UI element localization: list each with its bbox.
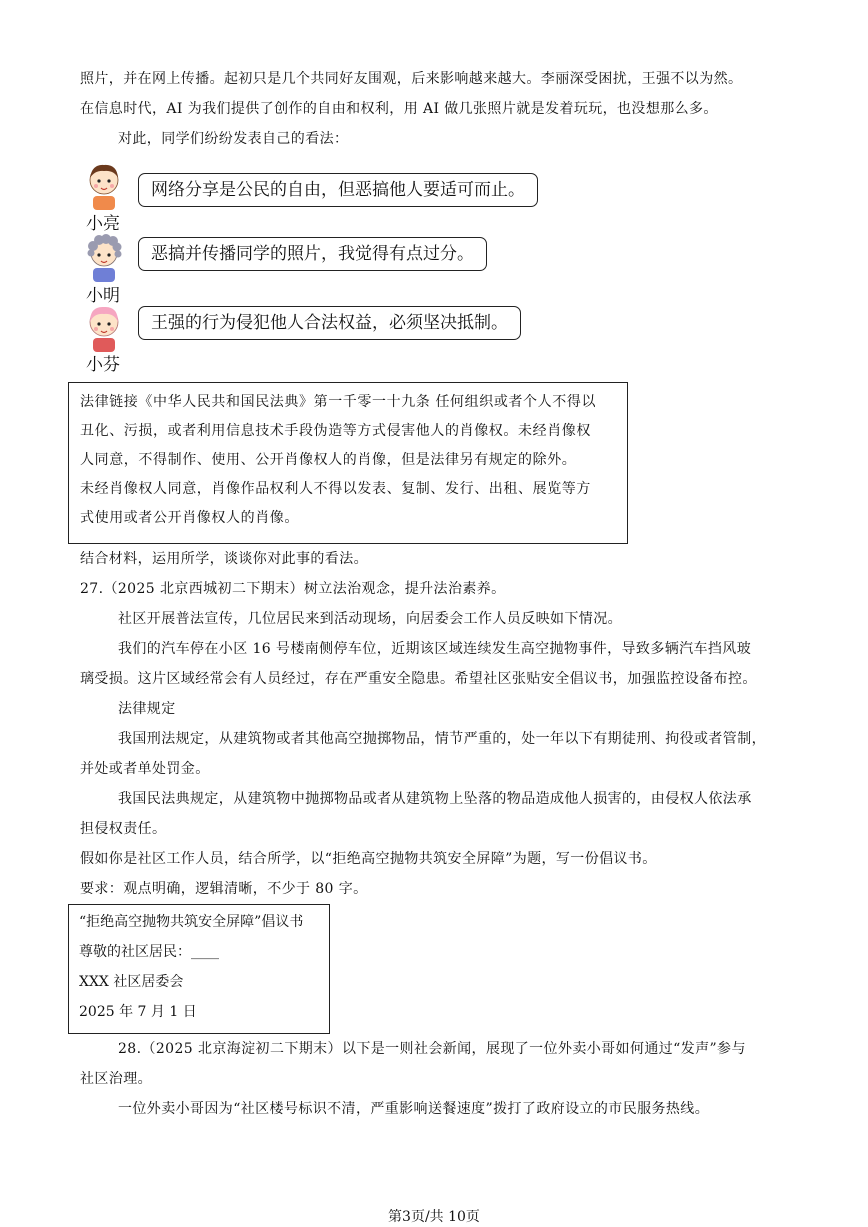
page-number: 第3页/共 10页 bbox=[388, 1209, 480, 1225]
q27-paragraph: 担侵权责任。 bbox=[80, 821, 167, 837]
girl-avatar-icon bbox=[84, 300, 124, 352]
q27-paragraph: 我国刑法规定，从建筑物或者其他高空抛掷物品，情节严重的，处一年以下有期徒刑、拘役或者管制， bbox=[118, 731, 766, 747]
speech-bubble: 恶搞并传播同学的照片，我觉得有点过分。 bbox=[138, 237, 487, 271]
q28-line: 社区治理。 bbox=[80, 1071, 152, 1087]
q27-title: 27.（2025 北京西城初二下期末）树立法治观念，提升法治素养。 bbox=[80, 581, 506, 597]
proposal-letter-box bbox=[68, 904, 330, 1034]
speech-bubble: 网络分享是公民的自由，但恶搞他人要适可而止。 bbox=[138, 173, 538, 207]
q27-law-heading: 法律规定 bbox=[118, 701, 176, 717]
speaker-name: 小明 bbox=[86, 286, 120, 306]
letter-date: 2025 年 7 月 1 日 bbox=[79, 1004, 197, 1020]
law-line: 法律链接《中华人民共和国民法典》第一千零一十九条 任何组织或者个人不得以 bbox=[80, 394, 597, 410]
q26-prompt: 结合材料，运用所学，谈谈你对此事的看法。 bbox=[80, 551, 368, 567]
law-line: 未经肖像权人同意，肖像作品权利人不得以发表、复制、发行、出租、展览等方 bbox=[80, 481, 591, 497]
law-link-box bbox=[68, 382, 628, 544]
q27-paragraph: 社区开展普法宣传，几位居民来到活动现场，向居委会工作人员反映如下情况。 bbox=[118, 611, 622, 627]
letter-title: “拒绝高空抛物共筑安全屏障”倡议书 bbox=[79, 914, 304, 930]
law-line: 丑化、污损，或者利用信息技术手段伪造等方式侵害他人的肖像权。未经肖像权 bbox=[80, 423, 591, 439]
speaker-name: 小芬 bbox=[86, 355, 120, 375]
speech-bubble: 王强的行为侵犯他人合法权益，必须坚决抵制。 bbox=[138, 306, 521, 340]
q27-requirement: 要求：观点明确，逻辑清晰，不少于 80 字。 bbox=[80, 881, 368, 897]
law-line: 式使用或者公开肖像权人的肖像。 bbox=[80, 510, 299, 526]
q27-paragraph: 并处或者单处罚金。 bbox=[80, 761, 210, 777]
letter-greeting: 尊敬的社区居民：____ bbox=[79, 944, 219, 960]
intro-line-1: 照片，并在网上传播。起初只是几个共同好友围观，后来影响越来越大。李丽深受困扰，王强不以为然。 bbox=[80, 71, 743, 87]
q27-paragraph: 我国民法典规定，从建筑物中抛掷物品或者从建筑物上坠落的物品造成他人损害的，由侵权人依法承 bbox=[118, 791, 752, 807]
q27-paragraph: 我们的汽车停在小区 16 号楼南侧停车位，近期该区域连续发生高空抛物事件，导致多辆汽车挡风玻 bbox=[118, 641, 752, 657]
letter-signature: XXX 社区居委会 bbox=[79, 974, 184, 990]
law-line: 人同意，不得制作、使用、公开肖像权人的肖像，但是法律另有规定的除外。 bbox=[80, 452, 577, 468]
speaker-name: 小亮 bbox=[86, 214, 120, 234]
q27-paragraph: 璃受损。这片区域经常会有人员经过，存在严重安全隐患。希望社区张贴安全倡议书，加强监控设备布控。 bbox=[80, 671, 757, 687]
q28-line: 一位外卖小哥因为“社区楼号标识不清，严重影响送餐速度”拨打了政府设立的市民服务热线。 bbox=[118, 1101, 710, 1117]
boy-avatar-icon bbox=[84, 158, 124, 210]
q28-title: 28.（2025 北京海淀初二下期末）以下是一则社会新闻，展现了一位外卖小哥如何通过“发声”参与 bbox=[118, 1041, 746, 1057]
intro-line-3: 对此，同学们纷纷发表自己的看法： bbox=[118, 131, 349, 147]
boy-curly-hair-avatar-icon bbox=[84, 230, 124, 282]
q27-task: 假如你是社区工作人员，结合所学，以“拒绝高空抛物共筑安全屏障”为题，写一份倡议书。 bbox=[80, 851, 657, 867]
intro-line-2: 在信息时代，AI 为我们提供了创作的自由和权利，用 AI 做几张照片就是发着玩玩，也没想那么多。 bbox=[80, 101, 718, 117]
